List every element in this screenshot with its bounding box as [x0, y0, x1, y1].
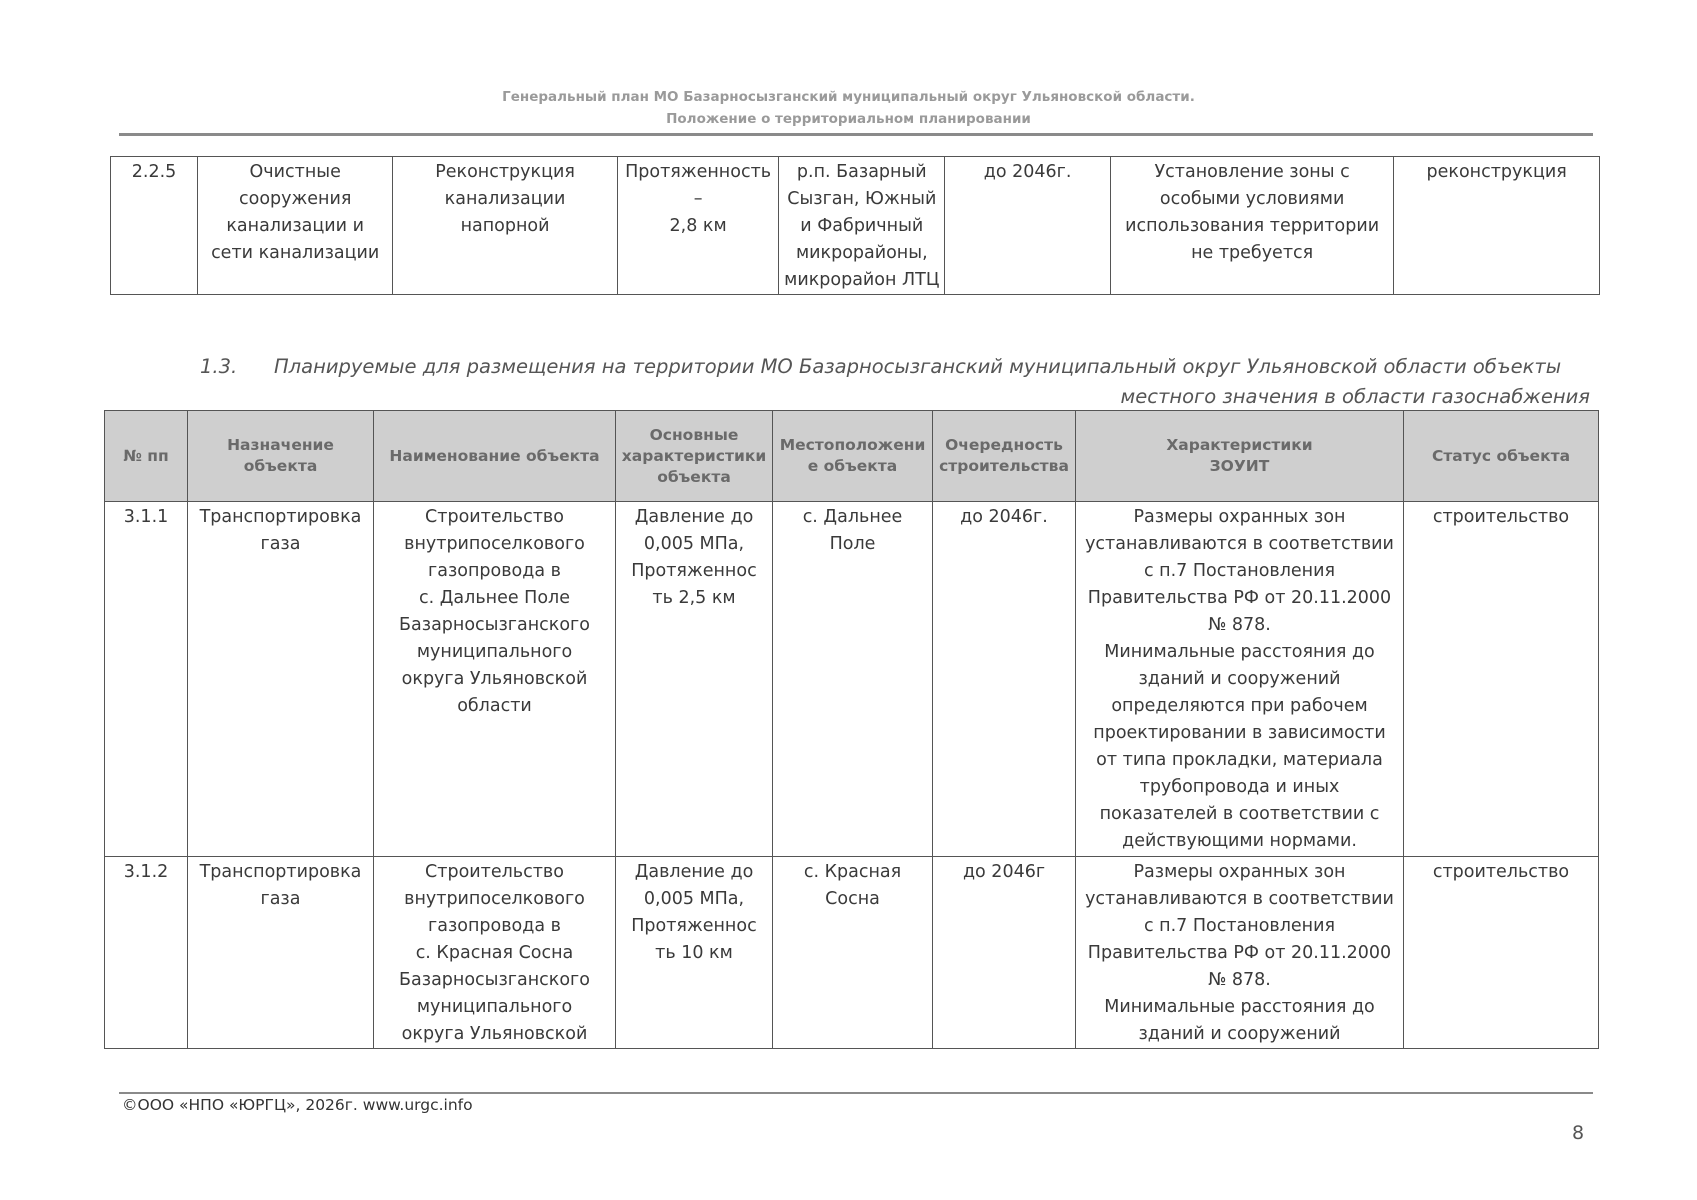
table-row — [111, 157, 1600, 295]
cell-zouit: Размеры охранных зон устанавливаются в соответствии с п.7 Постановления Правительства РФ от 20.11.2000 № 878. Минимальные расстояния до зданий и сооружений определяются при рабочем проектировании в зависимости от типа прокладки, материала трубопровода и иных показателей в соответствии с действующими нормами. — [1076, 502, 1404, 857]
table-row — [105, 857, 1599, 1049]
header-characteristics: Основные характеристики объекта — [616, 411, 773, 502]
header-name: Наименование объекта — [374, 411, 616, 502]
cell-num: 2.2.5 — [111, 157, 198, 295]
header-zouit: Характеристики ЗОУИТ — [1076, 411, 1404, 502]
cell-name: Строительство внутрипоселкового газопровода в с. Дальнее Поле Базарносызганского муниципального округа Ульяновской области — [374, 502, 616, 857]
header-location: Местоположени е объекта — [773, 411, 933, 502]
footer-copyright: ©ООО «НПО «ЮРГЦ», 2026г. www.urgc.info — [122, 1096, 473, 1114]
cell-zouit: Установление зоны с особыми условиями использования территории не требуется — [1110, 157, 1393, 295]
cell-num: 3.1.2 — [105, 857, 188, 1049]
cell-purpose: Очистные сооружения канализации и сети канализации — [198, 157, 393, 295]
table-row — [105, 502, 1599, 857]
cell-zouit: Размеры охранных зон устанавливаются в соответствии с п.7 Постановления Правительства РФ от 20.11.2000 № 878. Минимальные расстояния до зданий и сооружений — [1076, 857, 1404, 1049]
document-header-title: Генеральный план МО Базарносызганский муниципальный округ Ульяновской области. — [502, 89, 1195, 105]
cell-order: до 2046г. — [945, 157, 1111, 295]
cell-name: Реконструкция канализации напорной — [393, 157, 618, 295]
cell-status: строительство — [1404, 857, 1599, 1049]
section-title-line1: Планируемые для размещения на территории МО Базарносызганский муниципальный округ Ульяновской области объекты — [274, 355, 1562, 378]
cell-status: строительство — [1404, 502, 1599, 857]
page-number: 8 — [1572, 1122, 1585, 1144]
previous-table — [110, 156, 1600, 295]
cell-status: реконструкция — [1394, 157, 1600, 295]
table-header-row — [105, 411, 1599, 502]
document-header-subtitle: Положение о территориальном планировании — [666, 111, 1031, 127]
cell-characteristics: Протяженность – 2,8 км — [617, 157, 779, 295]
cell-num: 3.1.1 — [105, 502, 188, 857]
cell-purpose: Транспортировка газа — [188, 857, 374, 1049]
cell-purpose: Транспортировка газа — [188, 502, 374, 857]
header-purpose: Назначение объекта — [188, 411, 374, 502]
header-order: Очередность строительства — [933, 411, 1076, 502]
cell-order: до 2046г — [933, 857, 1076, 1049]
section-number: 1.3. — [200, 355, 238, 378]
header-num: № пп — [105, 411, 188, 502]
cell-name: Строительство внутрипоселкового газопровода в с. Красная Сосна Базарносызганского муниципального округа Ульяновской — [374, 857, 616, 1049]
cell-characteristics: Давление до 0,005 МПа, Протяженнос ть 2,5 км — [616, 502, 773, 857]
header-status: Статус объекта — [1404, 411, 1599, 502]
footer-rule — [119, 1092, 1593, 1094]
cell-characteristics: Давление до 0,005 МПа, Протяженнос ть 10 км — [616, 857, 773, 1049]
header-rule — [119, 133, 1593, 136]
gas-supply-table — [104, 410, 1599, 1049]
cell-location: р.п. Базарный Сызган, Южный и Фабричный микрорайоны, микрорайон ЛТЦ — [779, 157, 945, 295]
cell-order: до 2046г. — [933, 502, 1076, 857]
cell-location: с. Дальнее Поле — [773, 502, 933, 857]
section-heading — [200, 352, 1590, 412]
cell-location: с. Красная Сосна — [773, 857, 933, 1049]
section-title-line2: местного значения в области газоснабжения — [1120, 385, 1590, 408]
